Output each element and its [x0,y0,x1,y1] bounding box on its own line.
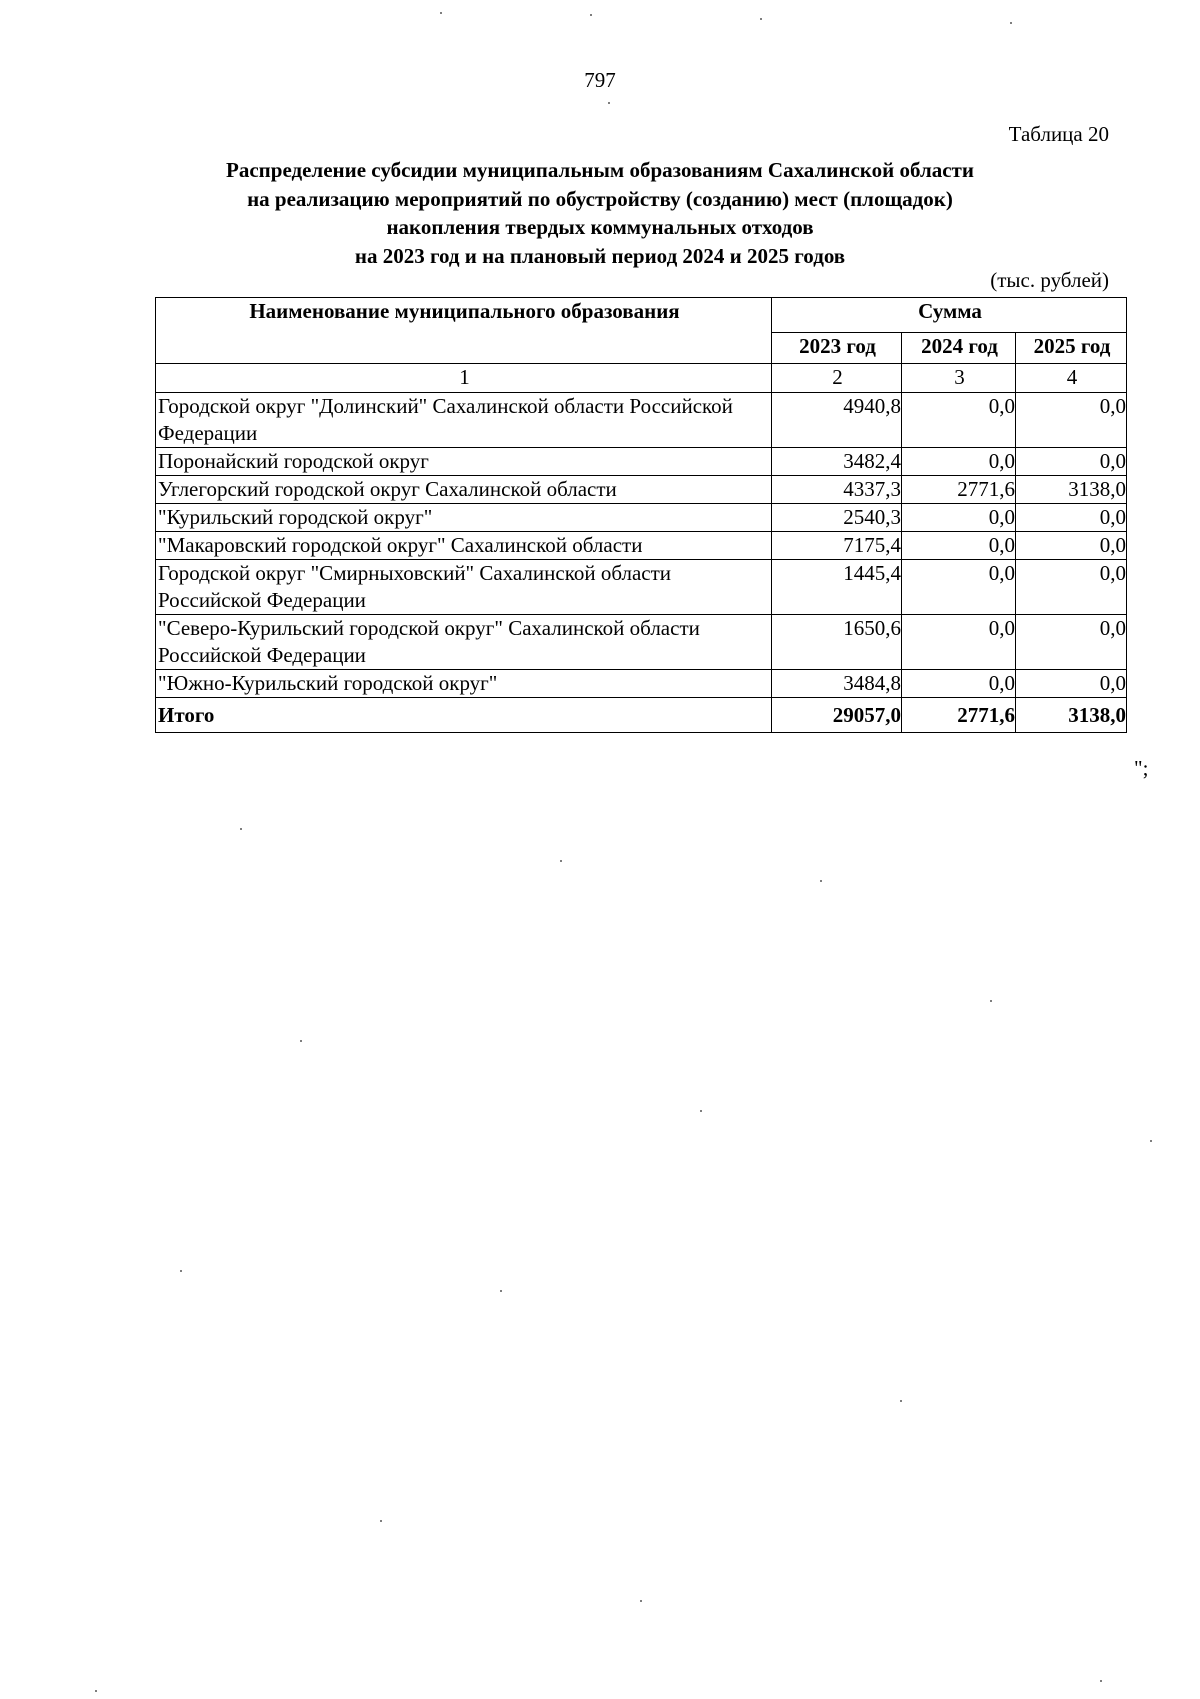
subsidy-table [155,297,1127,733]
table-row [156,532,1127,560]
column-index: 2 [772,364,902,393]
amount-2023: 7175,4 [772,532,902,560]
page-number: 797 [584,68,616,92]
municipality-name: "Южно-Курильский городской округ" [156,670,772,698]
table-row [156,476,1127,504]
amount-2024: 0,0 [902,393,1016,448]
amount-2025: 0,0 [1016,504,1127,532]
amount-2024: 0,0 [902,615,1016,670]
document-title [150,156,1050,270]
municipality-name: "Макаровский городской округ" Сахалинской области [156,532,772,560]
amount-2023: 3482,4 [772,448,902,476]
amount-2023: 4337,3 [772,476,902,504]
title-line: на реализацию мероприятий по обустройству (созданию) мест (площадок) [247,186,953,211]
amount-2024: 0,0 [902,532,1016,560]
title-line: на 2023 год и на плановый период 2024 и 2025 годов [354,243,846,268]
amount-2024: 0,0 [902,504,1016,532]
closing-quote-mark: "; [1134,756,1149,780]
table-row [156,670,1127,698]
table-row [156,448,1127,476]
total-2023: 29057,0 [772,698,902,733]
table-row [156,504,1127,532]
header-year-2024: 2024 год [902,333,1016,364]
amount-2023: 1650,6 [772,615,902,670]
column-index: 1 [156,364,772,393]
column-index: 3 [902,364,1016,393]
amount-2024: 2771,6 [902,476,1016,504]
table-row [156,393,1127,448]
header-year-2023: 2023 год [772,333,902,364]
amount-2023: 1445,4 [772,560,902,615]
amount-2024: 0,0 [902,670,1016,698]
amount-2023: 3484,8 [772,670,902,698]
amount-2023: 2540,3 [772,504,902,532]
header-year-2025: 2025 год [1016,333,1127,364]
amount-2023: 4940,8 [772,393,902,448]
amount-2024: 0,0 [902,560,1016,615]
total-2024: 2771,6 [902,698,1016,733]
units-label: (тыс. рублей) [990,268,1109,292]
municipality-name: Поронайский городской округ [156,448,772,476]
amount-2025: 0,0 [1016,393,1127,448]
total-label: Итого [156,698,772,733]
amount-2025: 3138,0 [1016,476,1127,504]
amount-2025: 0,0 [1016,448,1127,476]
municipality-name: "Курильский городской округ" [156,504,772,532]
title-line: накопления твердых коммунальных отходов [386,215,814,239]
total-2025: 3138,0 [1016,698,1127,733]
total-row [156,698,1127,733]
municipality-name: Городской округ "Смирныховский" Сахалинской области Российской Федерации [156,560,772,615]
table-label: Таблица 20 [1008,122,1109,146]
amount-2025: 0,0 [1016,532,1127,560]
municipality-name: Городской округ "Долинский" Сахалинской области Российской Федерации [156,393,772,448]
amount-2025: 0,0 [1016,615,1127,670]
amount-2025: 0,0 [1016,560,1127,615]
table-row [156,560,1127,615]
column-index: 4 [1016,364,1127,393]
municipality-name: "Северо-Курильский городской округ" Сахалинской области Российской Федерации [156,615,772,670]
table-row [156,615,1127,670]
header-sum: Сумма [772,298,1127,333]
amount-2024: 0,0 [902,448,1016,476]
title-line: Распределение субсидии муниципальным образованиям Сахалинской области [226,158,974,182]
amount-2025: 0,0 [1016,670,1127,698]
municipality-name: Углегорский городской округ Сахалинской области [156,476,772,504]
header-municipality-name: Наименование муниципального образования [156,298,772,364]
